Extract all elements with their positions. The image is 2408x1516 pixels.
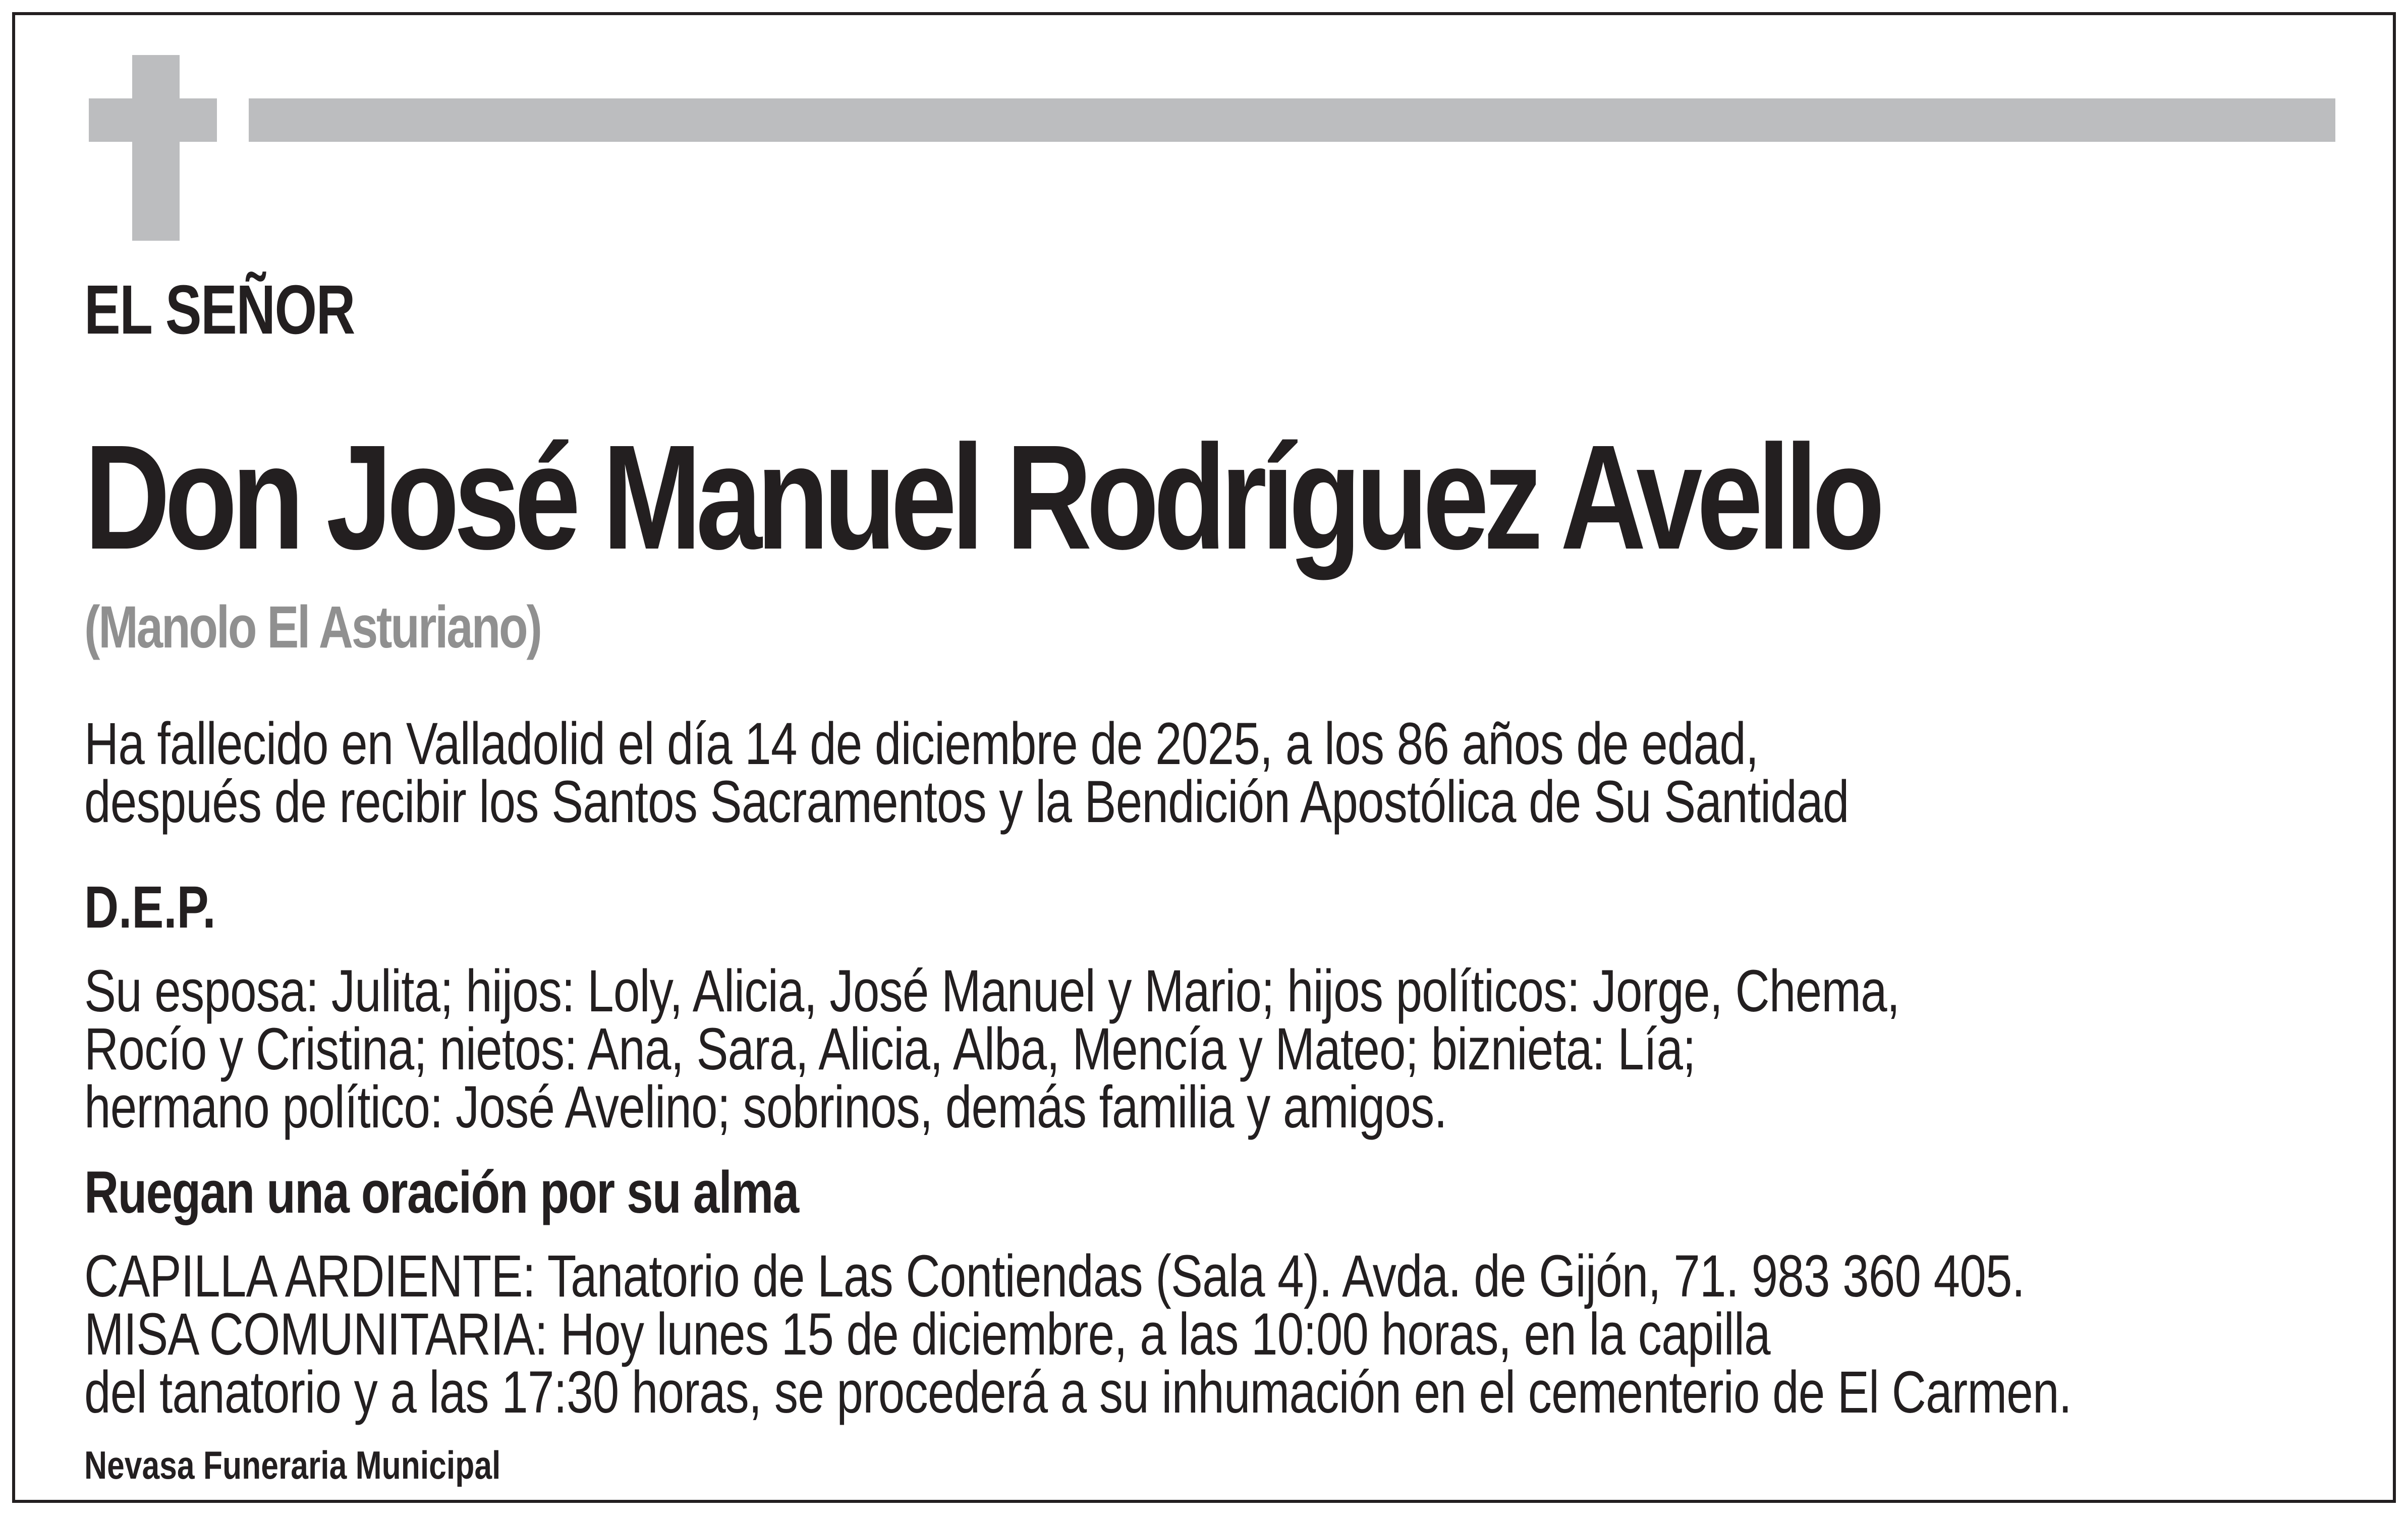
deceased-name: Don José Manuel Rodríguez Avello — [84, 414, 1879, 580]
header-label: EL SEÑOR — [84, 271, 355, 349]
ceremony-line: MISA COMUNITARIA: Hoy lunes 15 de diciembre, a las 10:00 horas, en la capilla — [84, 1301, 1770, 1368]
funeral-home-credit: Nevasa Funeraria Municipal — [84, 1443, 501, 1487]
family-line: Rocío y Cristina; nietos: Ana, Sara, Alicia, Alba, Mencía y Mateo; biznieta: Lía; — [84, 1016, 1696, 1082]
family-line: Su esposa: Julita; hijos: Loly, Alicia, José Manuel y Mario; hijos políticos: Jorge, Chema, — [84, 958, 1900, 1024]
family-line: hermano político: José Avelino; sobrinos, demás familia y amigos. — [84, 1074, 1447, 1141]
cross-horizontal-bar — [89, 98, 217, 142]
ceremony-line: del tanatorio y a las 17:30 horas, se procederá a su inhumación en el cementerio de El Carmen. — [84, 1359, 2072, 1426]
announcement-line: Ha fallecido en Valladolid el día 14 de diciembre de 2025, a los 86 años de edad, — [84, 711, 1759, 777]
prayer-request: Ruegan una oración por su alma — [84, 1159, 799, 1226]
ceremony-line: CAPILLA ARDIENTE: Tanatorio de Las Contiendas (Sala 4). Avda. de Gijón, 71. 983 360 405. — [84, 1243, 2025, 1310]
nickname: (Manolo El Asturiano) — [84, 594, 541, 661]
cross-vertical-bar — [132, 55, 180, 241]
rip-label: D.E.P. — [84, 874, 216, 941]
header-rule — [249, 98, 2335, 142]
announcement-line: después de recibir los Santos Sacramentos y la Bendición Apostólica de Su Santidad — [84, 769, 1849, 835]
